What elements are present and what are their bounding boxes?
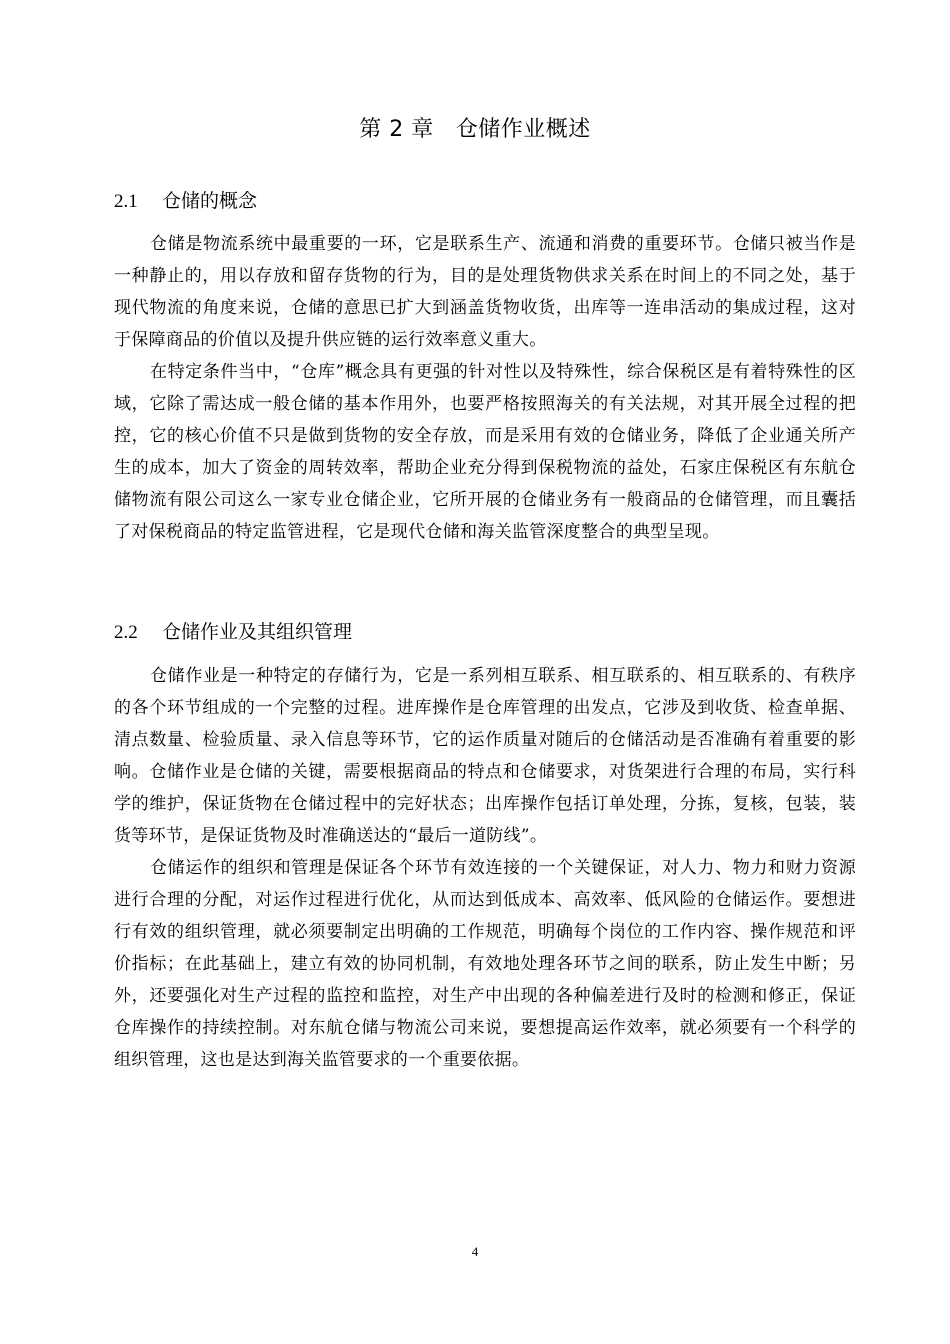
page-number: 4: [471, 1244, 479, 1259]
chapter-number: 第 2 章: [359, 117, 434, 142]
paragraph: 仓储运作的组织和管理是保证各个环节有效连接的一个关键保证，对人力、物力和财力资源进行合理的分配，对运作过程进行优化，从而达到低成本、高效率、低风险的仓储运作。要想进行有效的组织管理，就必须要制定出明确的工作规范，明确每个岗位的工作内容、操作规范和评价指标；在此基础上，建立有效的协同机制，有效地处理各环节之间的联系，防止发生中断；另外，还要强化对生产过程的监控和监控，对生产中出现的各种偏差进行及时的检测和修正，保证仓库操作的持续控制。对东航仓储与物流公司来说，要想提高运作效率，就必须要有一个科学的组织管理，这也是达到海关监管要求的一个重要依据。: [114, 858, 856, 1070]
section-number: 2.2: [114, 622, 138, 643]
paragraph: 仓储作业是一种特定的存储行为，它是一系列相互联系、相互联系的、相互联系的、有秩序的各个环节组成的一个完整的过程。进库操作是仓库管理的出发点，它涉及到收货、检查单据、清点数量、检验质量、录入信息等环节，它的运作质量对随后的仓储活动是否准确有着重要的影响。仓储作业是仓储的关键，需要根据商品的特点和仓储要求，对货架进行合理的布局，实行科学的维护，保证货物在仓储过程中的完好状态；出库操作包括订单处理，分拣，复核，包装，装货等环节，是保证货物及时准确送达的“最后一道防线”。: [114, 666, 856, 846]
section-number: 2.1: [114, 191, 138, 212]
section-heading-2-2: [114, 617, 854, 648]
paragraph: 在特定条件当中，“仓库”概念具有更强的针对性以及特殊性，综合保税区是有着特殊性的区域，它除了需达成一般仓储的基本作用外，也要严格按照海关的有关法规，对其开展全过程的把控，它的核心价值不只是做到货物的安全存放，而是采用有效的仓储业务，降低了企业通关所产生的成本，加大了资金的周转效率，帮助企业充分得到保税物流的益处，石家庄保税区有东航仓储物流有限公司这么一家专业仓储企业，它所开展的仓储业务有一般商品的仓储管理，而且囊括了对保税商品的特定监管进程，它是现代仓储和海关监管深度整合的典型呈现。: [114, 362, 856, 542]
section-title: 仓储作业及其组织管理: [162, 621, 353, 643]
paragraph: 仓储是物流系统中最重要的一环，它是联系生产、流通和消费的重要环节。仓储只被当作是一种静止的，用以存放和留存货物的行为，目的是处理货物供求关系在时间上的不同之处，基于现代物流的角度来说，仓储的意思已扩大到涵盖货物收货，出库等一连串活动的集成过程，这对于保障商品的价值以及提升供应链的运行效率意义重大。: [114, 234, 856, 350]
chapter-title: [0, 113, 950, 147]
section-body-2-1: [114, 228, 856, 548]
section-heading-2-1: [114, 186, 854, 217]
section-body-2-2: [114, 660, 856, 1076]
section-title: 仓储的概念: [162, 190, 258, 212]
chapter-name: 仓储作业概述: [455, 117, 591, 142]
